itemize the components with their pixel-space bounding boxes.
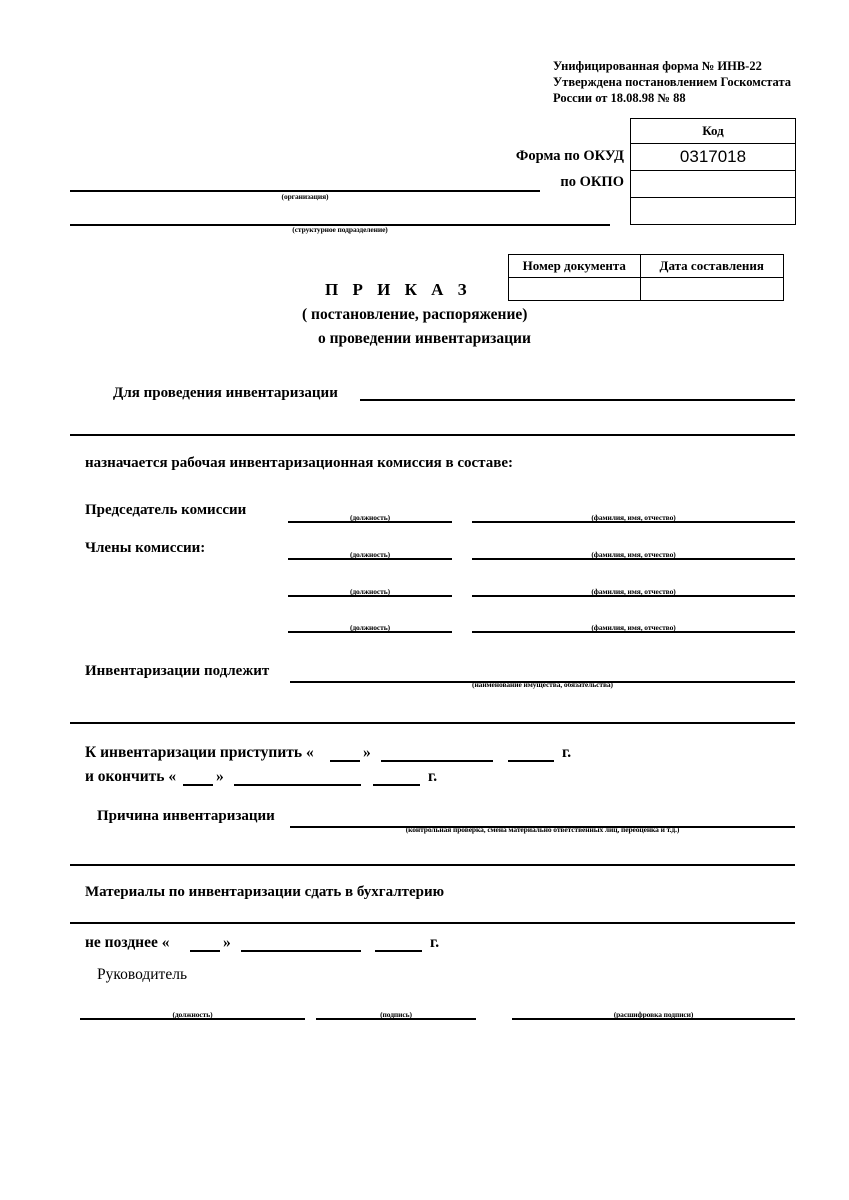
purpose-label: Для проведения инвентаризации bbox=[113, 385, 338, 401]
reason-label: Причина инвентаризации bbox=[97, 808, 275, 824]
member-2-position-caption: (должность) bbox=[349, 587, 391, 596]
member-3-position-caption: (должность) bbox=[349, 623, 391, 632]
page-title: П Р И К А З bbox=[325, 280, 472, 299]
form-approval-note bbox=[553, 58, 791, 106]
code-table-header-row bbox=[631, 119, 796, 144]
document-number-table bbox=[508, 254, 784, 301]
code-table bbox=[630, 118, 796, 225]
deadline-day-input[interactable] bbox=[190, 938, 220, 952]
reason-bottom-rule bbox=[70, 864, 795, 866]
okud-label: Форма по ОКУД bbox=[515, 148, 624, 164]
code-table-okpo-row bbox=[631, 171, 796, 198]
end-date-label: и окончить « bbox=[85, 768, 177, 785]
okpo-label: по ОКПО bbox=[560, 174, 624, 190]
end-year-input[interactable] bbox=[373, 772, 420, 786]
manager-position-caption: (должность) bbox=[172, 1010, 213, 1019]
doc-date-header: Дата составления bbox=[640, 255, 784, 278]
chairman-fio-caption: (фамилия, имя, отчество) bbox=[591, 513, 676, 522]
materials-input[interactable] bbox=[70, 912, 795, 924]
subdivision-caption: (структурное подразделение) bbox=[292, 225, 388, 234]
subdivision-input[interactable] bbox=[70, 212, 610, 226]
members-label: Члены комиссии: bbox=[85, 540, 206, 556]
code-table-okud-row bbox=[631, 144, 796, 171]
deadline-month-input[interactable] bbox=[241, 938, 361, 952]
end-year-suffix: г. bbox=[428, 768, 438, 785]
subject-input-second-line[interactable] bbox=[70, 712, 795, 724]
end-quote-close: » bbox=[216, 768, 224, 785]
member-1-position-caption: (должность) bbox=[349, 550, 391, 559]
materials-label: Материалы по инвентаризации сдать в бухгалтерию bbox=[85, 884, 445, 900]
code-extra-value-cell[interactable] bbox=[631, 198, 796, 225]
organization-caption: (организация) bbox=[281, 192, 329, 201]
form-approval-line-1: Унифицированная форма № ИНВ-22 bbox=[553, 59, 762, 73]
okud-value-cell[interactable]: 0317018 bbox=[631, 144, 796, 171]
code-table-header-cell: Код bbox=[631, 119, 796, 144]
purpose-input[interactable] bbox=[360, 383, 795, 401]
deadline-year-suffix: г. bbox=[430, 934, 440, 951]
docnum-value-row bbox=[509, 278, 784, 301]
okpo-value-cell[interactable] bbox=[631, 171, 796, 198]
subject-label: Инвентаризации подлежит bbox=[85, 663, 270, 679]
doc-date-value[interactable] bbox=[640, 278, 784, 301]
manager-label: Руководитель bbox=[97, 966, 188, 983]
member-3-fio-caption: (фамилия, имя, отчество) bbox=[591, 623, 676, 632]
deadline-label: не позднее « bbox=[85, 934, 170, 951]
page-subtitle-2: о проведении инвентаризации bbox=[318, 330, 531, 347]
docnum-header-row bbox=[509, 255, 784, 278]
member-1-fio-caption: (фамилия, имя, отчество) bbox=[591, 550, 676, 559]
purpose-input-second-line[interactable] bbox=[70, 418, 795, 436]
subject-caption: (наименование имущества, обязательства) bbox=[472, 680, 613, 689]
deadline-quote-close: » bbox=[223, 934, 231, 951]
page-subtitle-1: ( постановление, распоряжение) bbox=[302, 306, 528, 323]
member-2-fio-caption: (фамилия, имя, отчество) bbox=[591, 587, 676, 596]
deadline-year-input[interactable] bbox=[375, 938, 422, 952]
start-day-input[interactable] bbox=[330, 748, 360, 762]
start-quote-close: » bbox=[363, 744, 371, 761]
form-approval-line-2: Утверждена постановлением Госкомстата bbox=[553, 75, 792, 89]
organization-input[interactable] bbox=[70, 172, 540, 192]
doc-number-header: Номер документа bbox=[509, 255, 641, 278]
reason-caption: (контрольная проверка, смена материально ответственных лиц, переоценка и т.д.) bbox=[405, 825, 680, 834]
manager-name-caption: (расшифровка подписи) bbox=[613, 1010, 694, 1019]
end-month-input[interactable] bbox=[234, 772, 361, 786]
commission-intro-text: назначается рабочая инвентаризационная комиссия в составе: bbox=[85, 455, 513, 471]
start-date-label: К инвентаризации приступить « bbox=[85, 744, 314, 761]
start-month-input[interactable] bbox=[381, 748, 493, 762]
end-day-input[interactable] bbox=[183, 772, 213, 786]
form-approval-line-3: России от 18.08.98 № 88 bbox=[553, 91, 686, 105]
start-year-input[interactable] bbox=[508, 748, 554, 762]
chairman-label: Председатель комиссии bbox=[85, 502, 247, 518]
chairman-position-caption: (должность) bbox=[349, 513, 391, 522]
doc-number-value[interactable] bbox=[509, 278, 641, 301]
manager-signature-caption: (подпись) bbox=[380, 1010, 412, 1019]
start-year-suffix: г. bbox=[562, 744, 572, 761]
code-table-extra-row bbox=[631, 198, 796, 225]
